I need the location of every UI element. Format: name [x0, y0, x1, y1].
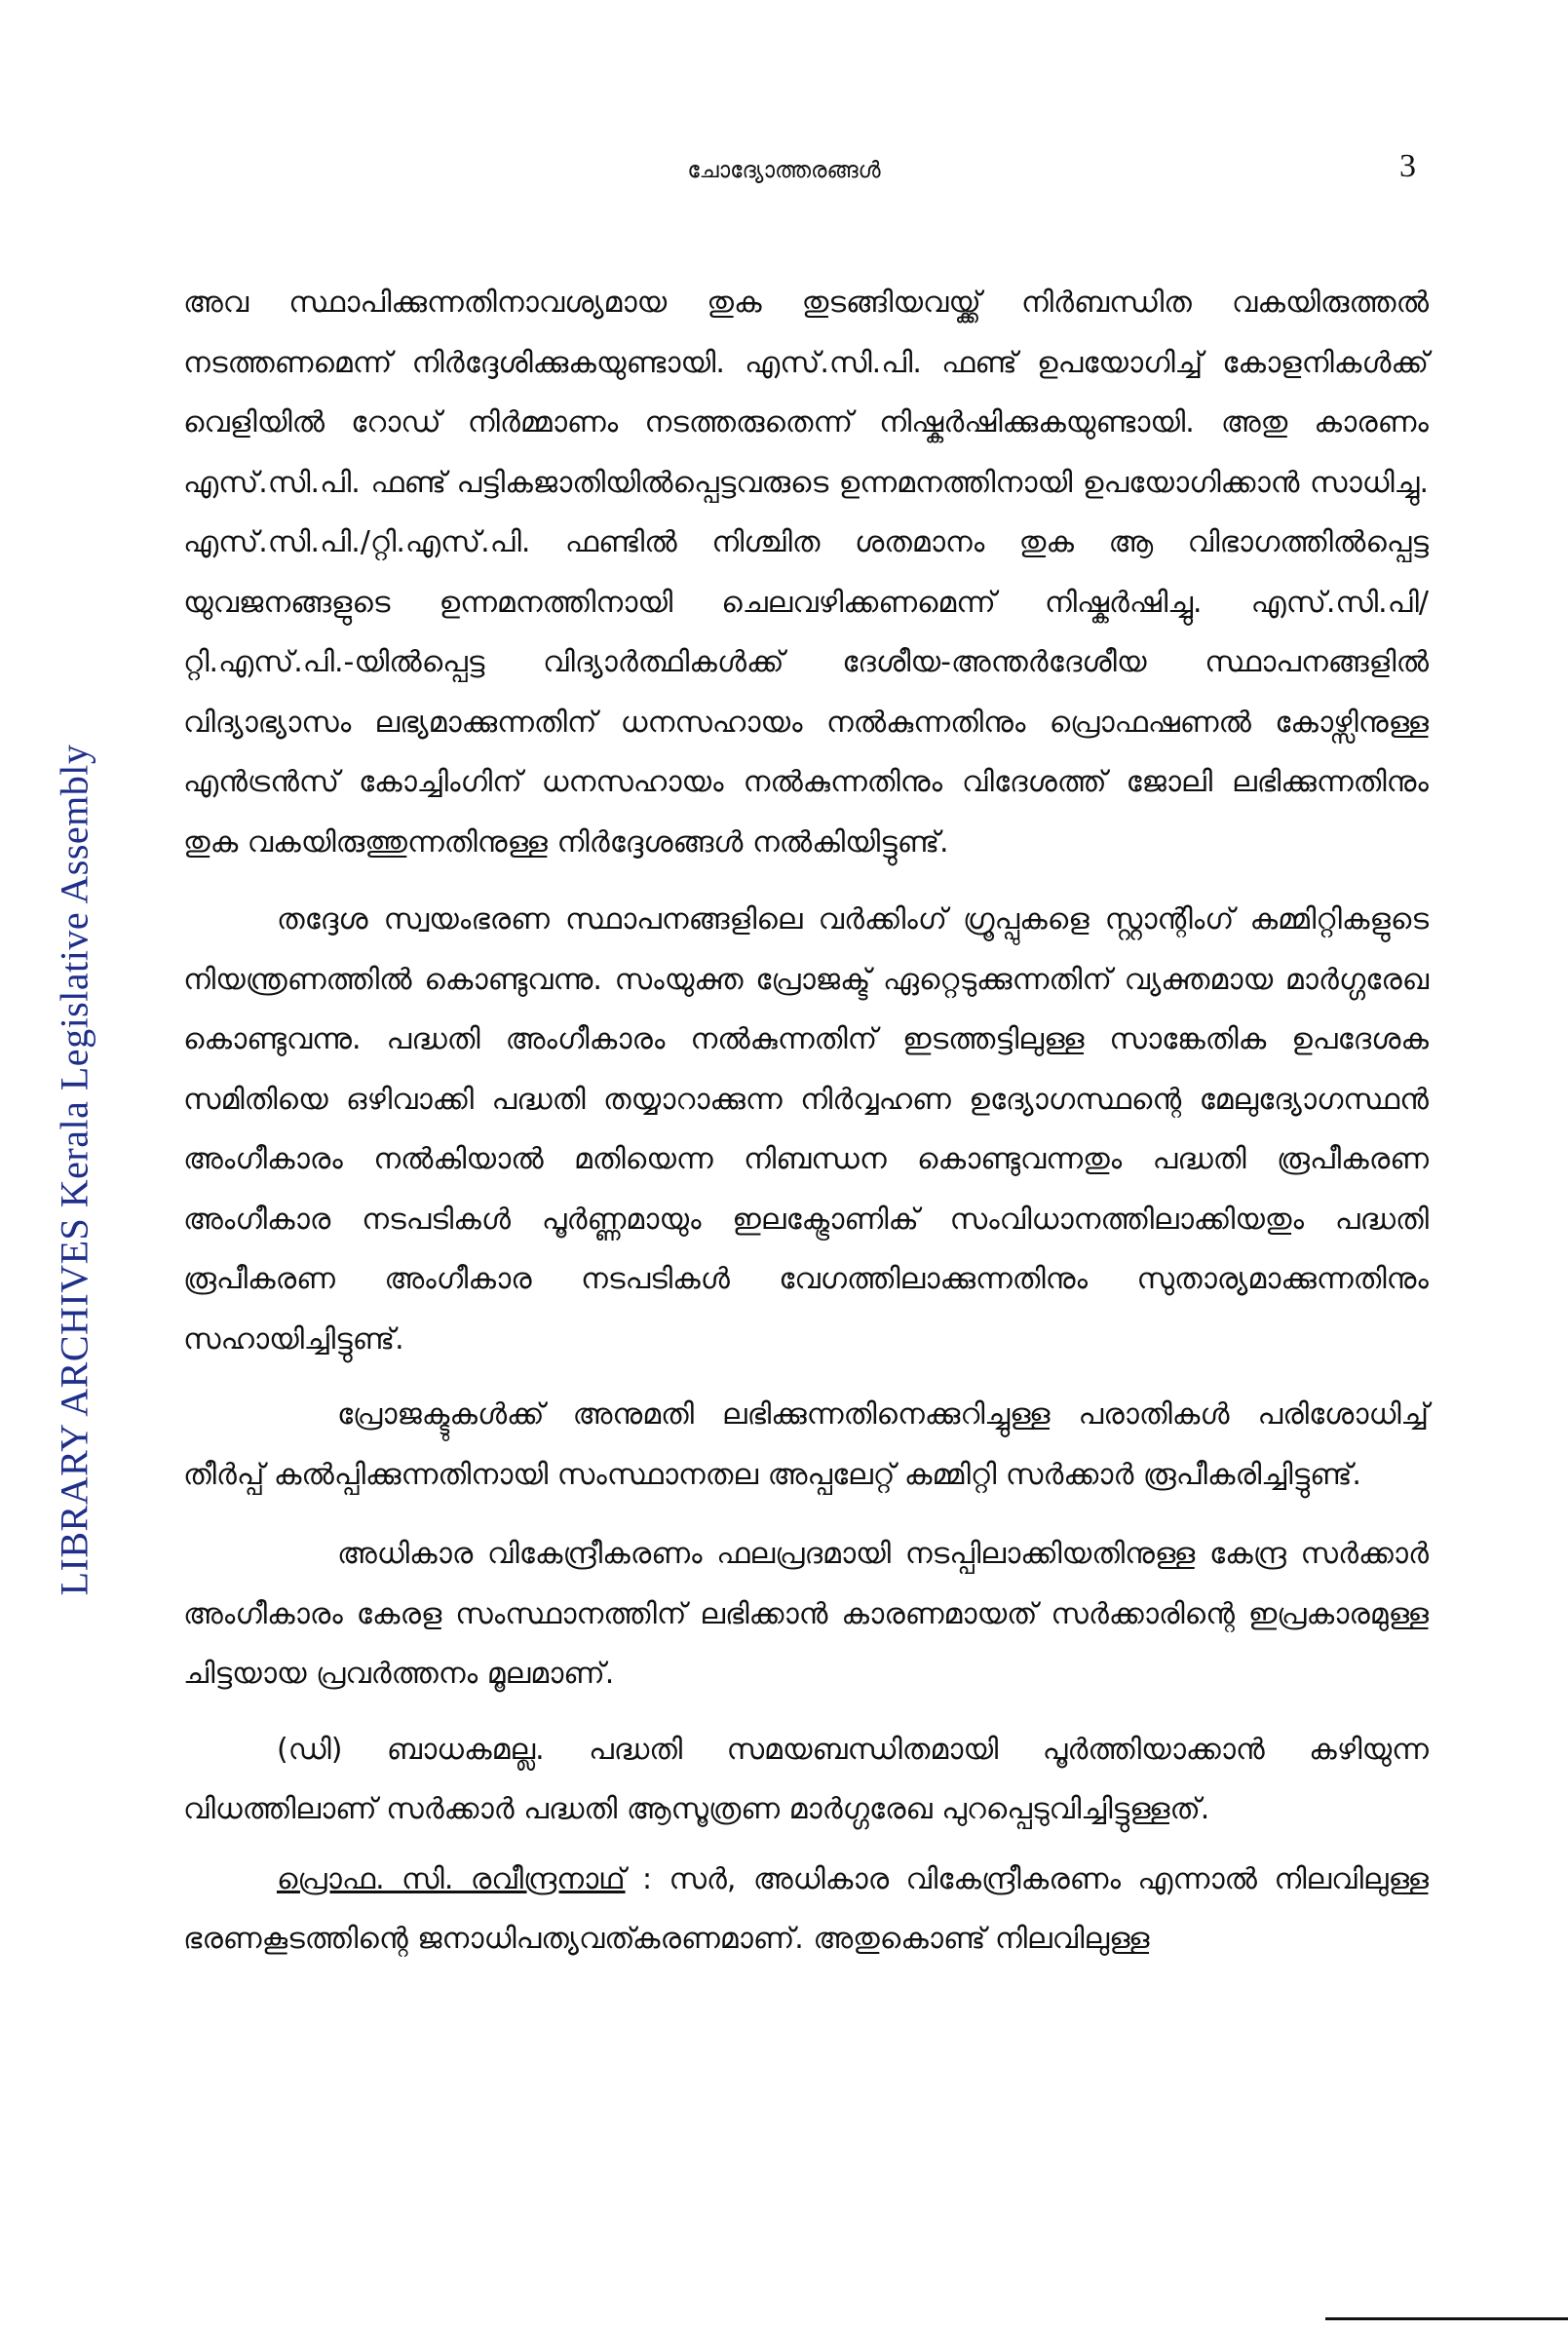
- library-archives-watermark: [35, 643, 113, 1696]
- paragraph-scp-fund: അവ സ്ഥാപിക്കുന്നതിനാവശ്യമായ തുക തുടങ്ങിയവയ്ക്ക് നിർബന്ധിത വകയിരുത്തൽ നടത്തണമെന്ന് നിർദ്ദേശിക്കുകയുണ്ടായി. എസ്.സി.പി. ഫണ്ട് ഉപയോഗിച്ച് കോളനികൾക്ക് വെളിയിൽ റോഡ് നിർമ്മാണം നടത്തരുതെന്ന് നിഷ്കർഷിക്കുകയുണ്ടായി. അതു കാരണം എസ്.സി.പി. ഫണ്ട് പട്ടികജാതിയിൽപ്പെട്ടവരുടെ ഉന്നമനത്തിനായി ഉപയോഗിക്കാൻ സാധിച്ചു. എസ്.സി.പി./റ്റി.എസ്.പി. ഫണ്ടിൽ നിശ്ചിത ശതമാനം തുക ആ വിഭാഗത്തിൽപ്പെട്ട യുവജനങ്ങളുടെ ഉന്നമനത്തിനായി ചെലവഴിക്കണമെന്ന് നിഷ്കർഷിച്ചു. എസ്.സി.പി/റ്റി.എസ്.പി.-യിൽപ്പെട്ട വിദ്യാർത്ഥികൾക്ക് ദേശീയ-അന്തർദേശീയ സ്ഥാപനങ്ങളിൽ വിദ്യാഭ്യാസം ലഭ്യമാക്കുന്നതിന് ധനസഹായം നൽകുന്നതിനും പ്രൊഫഷണൽ കോഴ്സിനുള്ള എൻട്രൻസ് കോച്ചിംഗിന് ധനസഹായം നൽകുന്നതിനും വിദേശത്ത് ജോലി ലഭിക്കുന്നതിനും തുക വകയിരുത്തുന്നതിനുള്ള നിർദ്ദേശങ്ങൾ നൽകിയിട്ടുണ്ട്.: [183, 286, 1429, 860]
- page-number: 3: [1399, 148, 1416, 184]
- bottom-rule: [1325, 2317, 1568, 2320]
- watermark-text: LIBRARY ARCHIVES Kerala Legislative Assembly: [52, 744, 96, 1595]
- body-text: [183, 273, 1429, 1969]
- paragraph-appellate-committee: പ്രോജക്ടുകൾക്ക് അനുമതി ലഭിക്കുന്നതിനെക്കുറിച്ചുള്ള പരാതികൾ പരിശോധിച്ച് തീർപ്പ് കൽപ്പിക്കുന്നതിനായി സംസ്ഥാനതല അപ്പലേറ്റ് കമ്മിറ്റി സർക്കാർ രൂപീകരിച്ചിട്ടുണ്ട്.: [183, 1397, 1429, 1492]
- speech-text: : സർ, അധികാര വികേന്ദ്രീകരണം എന്നാൽ നിലവിലുള്ള ഭരണകൂടത്തിന്റെ ജനാധിപത്യവത്കരണമാണ്. അതുകൊണ്ട് നിലവിലുള്ള: [183, 1861, 1429, 1956]
- paragraph-answer-d: (ഡി) ബാധകമല്ല. പദ്ധതി സമയബന്ധിതമായി പൂർത്തിയാക്കാൻ കഴിയുന്ന വിധത്തിലാണ് സർക്കാർ പദ്ധതി ആസൂത്രണ മാർഗ്ഗരേഖ പുറപ്പെടുവിച്ചിട്ടുള്ളത്.: [183, 1732, 1429, 1826]
- paragraph-speech: [183, 1850, 1429, 1969]
- paragraph-decentralisation-award: അധികാര വികേന്ദ്രീകരണം ഫലപ്രദമായി നടപ്പിലാക്കിയതിനുള്ള കേന്ദ്ര സർക്കാർ അംഗീകാരം കേരള സംസ്ഥാനത്തിന് ലഭിക്കാൻ കാരണമായത് സർക്കാരിന്റെ ഇപ്രകാരമുള്ള ചിട്ടയായ പ്രവർത്തനം മൂലമാണ്.: [183, 1537, 1429, 1691]
- speaker-name: പ്രൊഫ. സി. രവീന്ദ്രനാഥ്: [277, 1861, 626, 1896]
- paragraph-working-groups: തദ്ദേശ സ്വയംഭരണ സ്ഥാപനങ്ങളിലെ വർക്കിംഗ് ഗ്രൂപ്പുകളെ സ്റ്റാന്റിംഗ് കമ്മിറ്റികളുടെ നിയന്ത്രണത്തിൽ കൊണ്ടുവന്നു. സംയുക്ത പ്രോജക്ട് ഏറ്റെടുക്കുന്നതിന് വ്യക്തമായ മാർഗ്ഗരേഖ കൊണ്ടുവന്നു. പദ്ധതി അംഗീകാരം നൽകുന്നതിന് ഇടത്തട്ടിലുള്ള സാങ്കേതിക ഉപദേശക സമിതിയെ ഒഴിവാക്കി പദ്ധതി തയ്യാറാക്കുന്ന നിർവ്വഹണ ഉദ്യോഗസ്ഥന്റെ മേലുദ്യോഗസ്ഥൻ അംഗീകാരം നൽകിയാൽ മതിയെന്ന നിബന്ധന കൊണ്ടുവന്നതും പദ്ധതി രൂപീകരണ അംഗീകാര നടപടികൾ പൂർണ്ണമായും ഇലക്ട്രോണിക് സംവിധാനത്തിലാക്കിയതും പദ്ധതി രൂപീകരണ അംഗീകാര നടപടികൾ വേഗത്തിലാക്കുന്നതിനും സുതാര്യമാക്കുന്നതിനും സഹായിച്ചിട്ടുണ്ട്.: [183, 902, 1429, 1357]
- running-head-title: ചോദ്യോത്തരങ്ങൾ: [687, 158, 881, 183]
